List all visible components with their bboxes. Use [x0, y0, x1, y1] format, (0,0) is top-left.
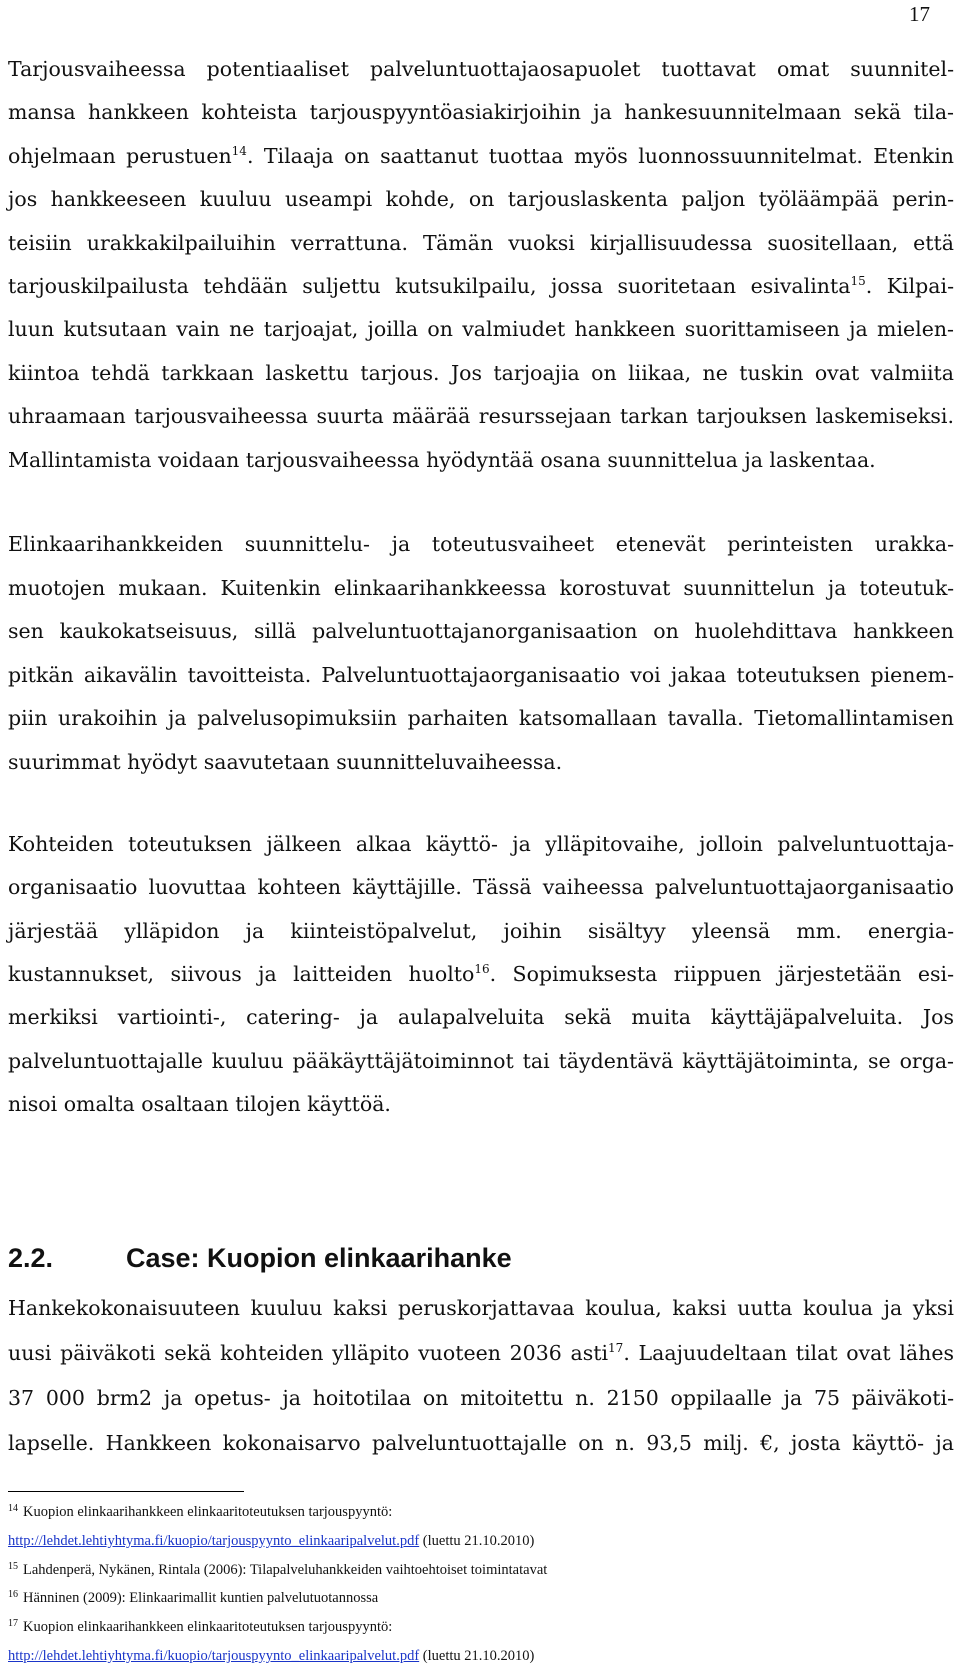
footnote-number: 15: [8, 1561, 18, 1572]
text-line: mansa hankkeen kohteista tarjouspyyntöasiakirjoihin ja hankesuunnitelmaan sekä tila-: [8, 100, 954, 125]
footnote-number: 17: [8, 1618, 18, 1629]
footnote-text: Kuopion elinkaarihankkeen elinkaaritoteutuksen tarjouspyyntö:: [23, 1619, 393, 1635]
footnote-text: Kuopion elinkaarihankkeen elinkaaritoteutuksen tarjouspyyntö:: [23, 1504, 393, 1520]
access-date: (luettu 21.10.2010): [419, 1533, 535, 1549]
text-segment: tarjouskilpailusta tehdään suljettu kutsukilpailu, jossa suoritetaan esivalinta: [8, 274, 851, 298]
footnote-link[interactable]: http://lehdet.lehtiyhtyma.fi/kuopio/tarjouspyynto_elinkaaripalvelut.pdf: [8, 1648, 420, 1664]
text-line: [8, 1341, 954, 1365]
footnote: [8, 1619, 392, 1636]
text-line: suurimmat hyödyt saavutetaan suunnitteluvaiheessa.: [8, 750, 563, 774]
footnote: [8, 1590, 378, 1607]
text-line: järjestää ylläpidon ja kiinteistöpalvelut, joihin sisältyy yleensä mm. energia-: [8, 918, 954, 943]
text-line: piin urakoihin ja palvelusopimuksiin parhaiten katsomallaan tavalla. Tietomallintamisen: [8, 706, 954, 731]
text-line: muotojen mukaan. Kuitenkin elinkaarihankkeessa korostuvat suunnittelun ja toteutuk-: [8, 575, 954, 600]
section-number: 2.2.: [8, 1243, 54, 1273]
text-line: merkiksi vartiointi-, catering- ja aulapalveluita sekä muita käyttäjäpalveluita. Jos: [8, 1005, 954, 1030]
text-line: Mallintamista voidaan tarjousvaiheessa hyödyntää osana suunnittelua ja laskentaa.: [8, 447, 876, 472]
text-segment: . Sopimuksesta riippuen järjestetään esi-: [489, 961, 954, 986]
text-line: lapselle. Hankkeen kokonaisarvo palveluntuottajalle on n. 93,5 milj. €, josta käyttö- ja: [8, 1431, 954, 1455]
footnote-link-line: [8, 1533, 534, 1550]
text-line: sen kaukokatseisuus, sillä palveluntuottajanorganisaation on huolehdittava hankkeen: [8, 619, 954, 644]
text-line: 37 000 brm2 ja opetus- ja hoitotilaa on mitoitettu n. 2150 oppilaalle ja 75 päiväkoti-: [8, 1386, 954, 1410]
footnote-separator: [8, 1491, 244, 1492]
text-segment: . Laajuudeltaan tilat ovat lähes: [623, 1341, 954, 1365]
text-line: pitkän aikavälin tavoitteista. Palveluntuottajaorganisaatio voi jakaa toteutuksen pienem-: [8, 662, 954, 687]
text-segment: ohjelmaan perustuen: [8, 143, 232, 168]
page-number: 17: [909, 2, 930, 26]
text-line: kiintoa tehdä tarkkaan laskettu tarjous. Jos tarjoajia on liikaa, ne tuskin ovat valmiita: [8, 360, 954, 385]
footnote-link[interactable]: http://lehdet.lehtiyhtyma.fi/kuopio/tarjouspyynto_elinkaaripalvelut.pdf: [8, 1533, 420, 1549]
footnote: [8, 1504, 392, 1521]
text-line: palveluntuottajalle kuuluu pääkäyttäjätoiminnot tai täydentävä käyttäjätoiminta, se orga-: [8, 1048, 954, 1073]
text-segment: . Kilpai-: [865, 274, 955, 298]
footnote-ref[interactable]: 16: [474, 961, 490, 976]
text-line: [8, 962, 954, 986]
footnote-ref[interactable]: 17: [608, 1341, 624, 1355]
text-line: Kohteiden toteutuksen jälkeen alkaa käyttö- ja ylläpitovaihe, jolloin palveluntuottaja-: [8, 832, 954, 856]
footnote-ref[interactable]: 14: [231, 143, 247, 158]
text-line: [8, 274, 954, 298]
text-line: Tarjousvaiheessa potentiaaliset palveluntuottajaosapuolet tuottavat omat suunnitel-: [8, 57, 954, 81]
text-line: organisaatio luovuttaa kohteen käyttäjille. Tässä vaiheessa palveluntuottajaorganisaatio: [8, 875, 954, 900]
text-line: luun kutsutaan vain ne tarjoajat, joilla on valmiudet hankkeen suorittamiseen ja mielen-: [8, 317, 954, 342]
text-segment: uusi päiväkoti sekä kohteiden ylläpito vuoteen 2036 asti: [8, 1341, 609, 1365]
text-line: teisiin urakkakilpailuihin verrattuna. Tämän vuoksi kirjallisuudessa suositellaan, että: [8, 230, 954, 255]
footnote-ref[interactable]: 15: [850, 274, 866, 288]
text-line: Hankekokonaisuuteen kuuluu kaksi peruskorjattavaa koulua, kaksi uutta koulua ja yksi: [8, 1296, 954, 1320]
text-line: Elinkaarihankkeiden suunnittelu- ja toteutusvaiheet etenevät perinteisten urakka-: [8, 532, 954, 556]
footnote-number: 14: [8, 1503, 18, 1514]
access-date: (luettu 21.10.2010): [419, 1648, 535, 1664]
footnote-link-line: [8, 1648, 534, 1665]
section-title: Case: Kuopion elinkaarihanke: [126, 1243, 512, 1273]
text-line: uhraamaan tarjousvaiheessa suurta määrää resurssejaan tarkan tarjouksen laskemiseksi.: [8, 404, 954, 429]
footnote-text: Hänninen (2009): Elinkaarimallit kuntien palvelutuotannossa: [23, 1590, 379, 1606]
text-segment: kustannukset, siivous ja laitteiden huolto: [8, 961, 475, 986]
section-heading: [8, 1243, 512, 1274]
footnote-number: 16: [8, 1589, 18, 1600]
footnote-text: Lahdenperä, Nykänen, Rintala (2006): Tilapalveluhankkeiden vaihtoehtoiset toimintatavat: [23, 1562, 548, 1578]
text-line: nisoi omalta osaltaan tilojen käyttöä.: [8, 1091, 391, 1116]
text-line: jos hankkeeseen kuuluu useampi kohde, on tarjouslaskenta paljon työläämpää perin-: [8, 187, 954, 212]
text-line: [8, 144, 954, 168]
text-segment: . Tilaaja on saattanut tuottaa myös luonnossuunnitelmat. Etenkin: [246, 143, 954, 168]
footnote: [8, 1562, 547, 1579]
